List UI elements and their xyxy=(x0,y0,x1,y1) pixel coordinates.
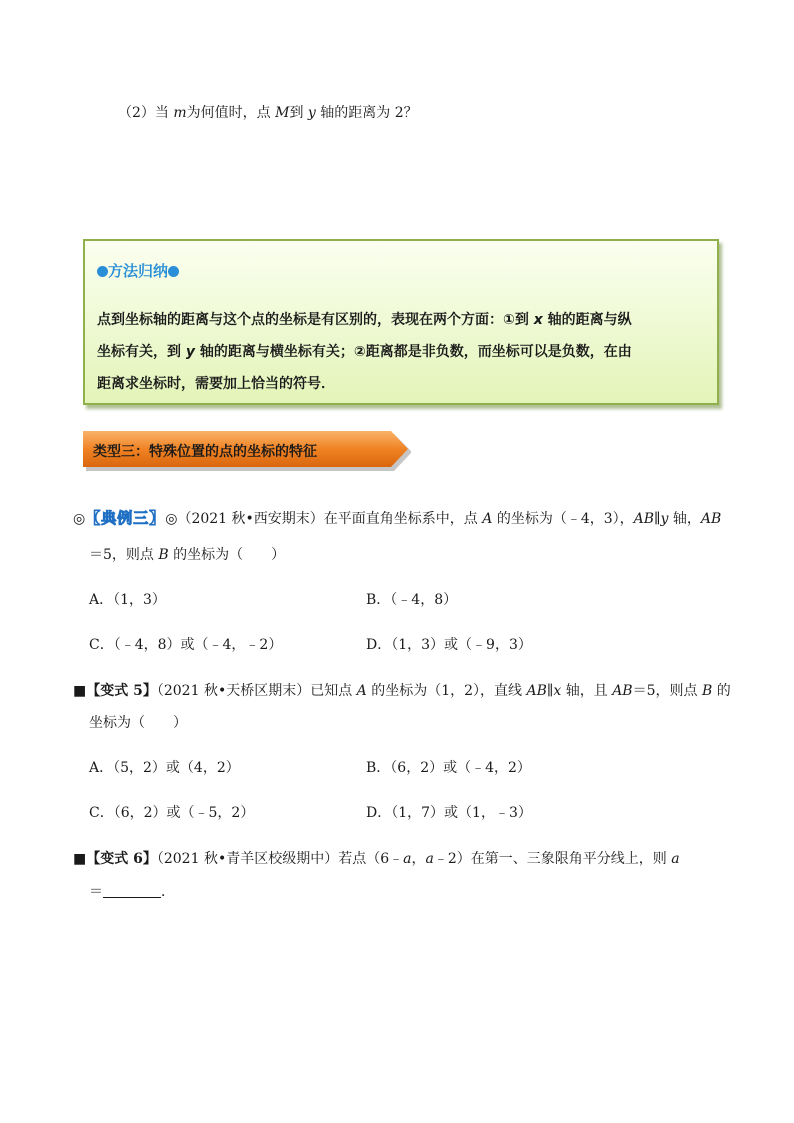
variant-5-text-f: 的 xyxy=(712,683,731,699)
question-2-suffix: 轴的距离为 2？ xyxy=(315,105,418,121)
example-3-text-d: 轴， xyxy=(668,511,701,527)
variable-A: A xyxy=(356,683,367,699)
method-line-1 xyxy=(97,310,632,330)
type-3-label: 类型三：特殊位置的点的坐标的特征 xyxy=(93,444,317,460)
question-2-mid1: 为何值时，点 xyxy=(186,105,276,121)
example-3-option-d: D．（1，3）或（﹣9，3） xyxy=(366,637,532,653)
example-3-text-b: 的坐标为（﹣4，3）， xyxy=(492,511,634,527)
variant-6-tag: 【变式 6】 xyxy=(86,851,157,867)
variant-5-tag: 【变式 5】 xyxy=(86,683,157,699)
variant-5-option-d: D．（1，7）或（1，﹣3） xyxy=(366,805,532,821)
variant-5-option-a: A．（5，2）或（4，2） xyxy=(89,760,240,776)
square-bullet-icon: ■ xyxy=(73,683,87,699)
variable-a: a xyxy=(671,851,680,867)
variable-m: m xyxy=(173,105,187,121)
variable-M: M xyxy=(275,105,290,121)
example-3-text-f: 的坐标为（ ） xyxy=(168,547,286,563)
variant-6-text-b: ， xyxy=(411,851,426,867)
variant-6-line-2 xyxy=(89,882,175,902)
variable-a: a xyxy=(403,851,412,867)
variable-B: B xyxy=(701,683,713,699)
question-2-prefix: （2）当 xyxy=(118,105,174,121)
variable-AB: AB xyxy=(612,683,633,699)
variable-A: A xyxy=(482,511,493,527)
variant-5-option-b: B．（6，2）或（﹣4，2） xyxy=(366,760,531,776)
variant-6-text-c: ﹣2）在第一、三象限角平分线上，则 xyxy=(433,851,672,867)
variant-5-line-2: 坐标为（ ） xyxy=(89,715,187,731)
bullet-dot-icon xyxy=(97,266,108,277)
example-3-line-2 xyxy=(89,545,285,565)
variable-x: x xyxy=(553,683,562,699)
variant-5-line-1 xyxy=(73,681,731,701)
method-line-1-b: 轴的距离与纵 xyxy=(542,312,632,328)
variable-y: y xyxy=(660,511,669,527)
variant-6-period: ． xyxy=(161,884,175,900)
example-3-text-e: ＝5，则点 xyxy=(89,547,159,563)
variable-AB: AB xyxy=(526,683,547,699)
example-3-lead-symbol: ◎ xyxy=(73,511,86,527)
variable-AB: AB xyxy=(633,511,655,527)
variable-AB: AB xyxy=(700,511,722,527)
variant-5-option-c: C．（6，2）或（﹣5，2） xyxy=(89,805,255,821)
method-line-3: 距离求坐标时，需要加上恰当的符号． xyxy=(97,376,335,392)
variant-6-equals: ＝ xyxy=(89,884,103,900)
example-3-line-1 xyxy=(73,508,721,529)
parallel-symbol: ∥ xyxy=(546,683,554,699)
variant-5-text-d: 轴，且 xyxy=(561,683,613,699)
method-summary-box xyxy=(83,239,719,405)
variant-6-line-1 xyxy=(73,849,680,869)
variant-5-text-b: 的坐标为（1，2），直线 xyxy=(366,683,527,699)
method-line-2-b: 轴的距离与横坐标有关；②距离都是非负数，而坐标可以是负数，在由 xyxy=(195,344,632,360)
square-bullet-icon: ■ xyxy=(73,851,87,867)
variable-y: y xyxy=(185,344,196,360)
method-title-text: 方法归纳 xyxy=(108,262,169,280)
method-line-1-a: 点到坐标轴的距离与这个点的坐标是有区别的，表现在两个方面：①到 xyxy=(97,312,534,328)
method-line-2 xyxy=(97,342,632,362)
method-line-2-a: 坐标有关，到 xyxy=(97,344,186,360)
variable-x: x xyxy=(533,312,543,328)
variant-5-text-e: ＝5，则点 xyxy=(632,683,702,699)
example-3-option-c: C．（﹣4，8）或（﹣4，﹣2） xyxy=(89,637,283,653)
parallel-symbol: ∥ xyxy=(654,511,661,527)
example-3-option-b: B．（﹣4，8） xyxy=(366,592,458,608)
method-summary-title xyxy=(97,260,179,281)
bullet-dot-icon xyxy=(168,266,179,277)
variant-5-text-a: （2021 秋•天桥区期末）已知点 xyxy=(156,683,357,699)
variable-B: B xyxy=(158,547,169,563)
variable-a: a xyxy=(425,851,434,867)
example-3-tag: 【典例三】 xyxy=(85,509,166,527)
answer-blank[interactable] xyxy=(103,883,161,898)
example-3-text-a: ◎（2021 秋•西安期末）在平面直角坐标系中，点 xyxy=(165,511,483,527)
type-3-banner xyxy=(83,431,411,472)
question-2-mid2: 到 xyxy=(289,105,308,121)
example-3-option-a: A．（1，3） xyxy=(89,592,166,608)
variant-6-text-a: （2021 秋•青羊区校级期中）若点（6﹣ xyxy=(156,851,404,867)
variable-y: y xyxy=(307,105,316,121)
question-2 xyxy=(118,103,418,123)
